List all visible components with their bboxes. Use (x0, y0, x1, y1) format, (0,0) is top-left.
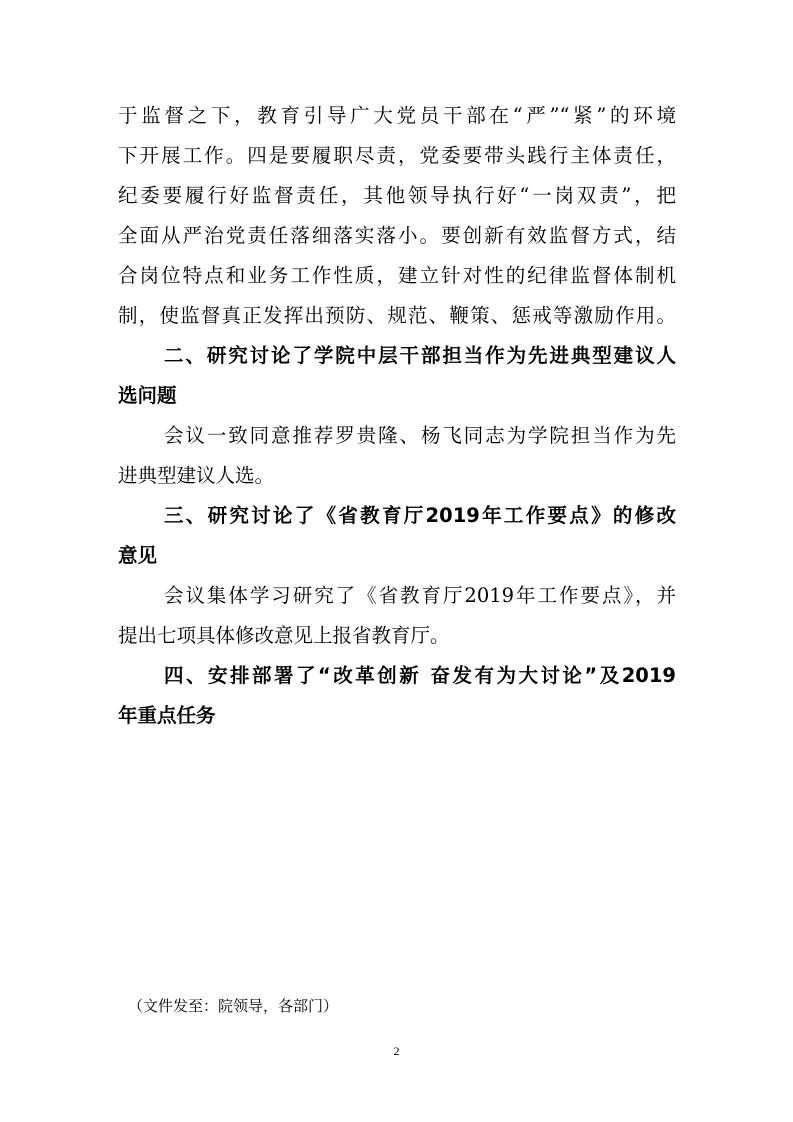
paragraph-line: 下开展工作。四是要履职尽责，党委要带头践行主体责任， (118, 144, 676, 167)
distribution-note: （文件发至：院领导，各部门） (128, 997, 339, 1015)
section-heading: 意见 (118, 544, 158, 567)
paragraph-line: 会议集体学习研究了《省教育厅2019年工作要点》，并 (164, 584, 676, 607)
page-number: 2 (393, 1044, 400, 1058)
paragraph-line: 于监督之下，教育引导广大党员干部在“严”“紧”的环境 (118, 104, 676, 127)
paragraph-line: 纪委要履行好监督责任，其他领导执行好“一岗双责”，把 (118, 184, 676, 207)
paragraph-line: 合岗位特点和业务工作性质，建立针对性的纪律监督体制机 (118, 264, 676, 287)
paragraph-line: 会议一致同意推荐罗贵隆、杨飞同志为学院担当作为先 (164, 424, 676, 447)
section-heading: 四、安排部署了“改革创新 奋发有为大讨论”及2019 (164, 664, 676, 687)
paragraph-line: 制，使监督真正发挥出预防、规范、鞭策、惩戒等激励作用。 (118, 304, 676, 327)
section-heading: 二、研究讨论了学院中层干部担当作为先进典型建议人 (164, 344, 676, 367)
paragraph-line: 提出七项具体修改意见上报省教育厅。 (118, 624, 450, 647)
paragraph-line: 进典型建议人选。 (118, 464, 275, 487)
section-heading: 年重点任务 (118, 704, 216, 727)
section-heading: 三、研究讨论了《省教育厅2019年工作要点》的修改 (164, 504, 676, 527)
section-heading: 选问题 (118, 384, 177, 407)
paragraph-line: 全面从严治党责任落细落实落小。要创新有效监督方式，结 (118, 224, 676, 247)
